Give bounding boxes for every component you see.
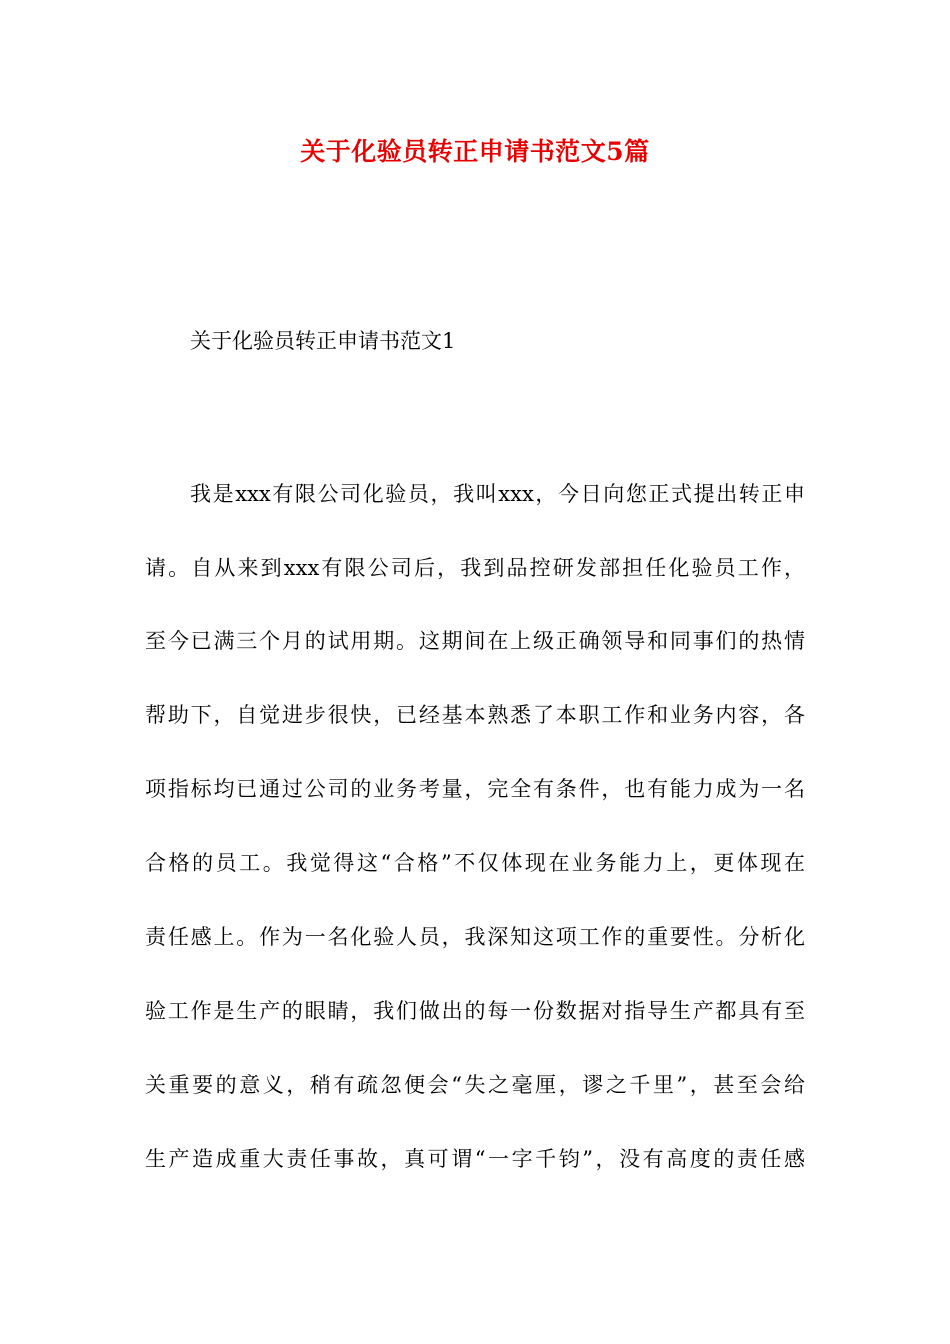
body-line: 生产造成重大责任事故，真可谓“一字千钧”，没有高度的责任感: [145, 1147, 805, 1171]
document-title: 关于化验员转正申请书范文5篇: [300, 137, 650, 166]
body-line: 责任感上。作为一名化验人员，我深知这项工作的重要性。分析化: [145, 925, 805, 949]
body-line: 关重要的意义，稍有疏忽便会“失之毫厘，谬之千里”，甚至会给: [145, 1073, 805, 1097]
section-heading: 关于化验员转正申请书范文1: [190, 329, 456, 353]
body-line: 至今已满三个月的试用期。这期间在上级正确领导和同事们的热情: [145, 629, 805, 653]
body-line: 帮助下，自觉进步很快，已经基本熟悉了本职工作和业务内容，各: [145, 703, 805, 727]
body-line: 我是xxx有限公司化验员，我叫xxx，今日向您正式提出转正申: [190, 482, 805, 506]
body-line: 请。自从来到xxx有限公司后，我到品控研发部担任化验员工作，: [145, 556, 805, 580]
body-line: 验工作是生产的眼睛，我们做出的每一份数据对指导生产都具有至: [145, 999, 805, 1023]
body-line: 合格的员工。我觉得这“合格”不仅体现在业务能力上，更体现在: [145, 851, 805, 875]
body-line: 项指标均已通过公司的业务考量，完全有条件，也有能力成为一名: [145, 777, 805, 801]
